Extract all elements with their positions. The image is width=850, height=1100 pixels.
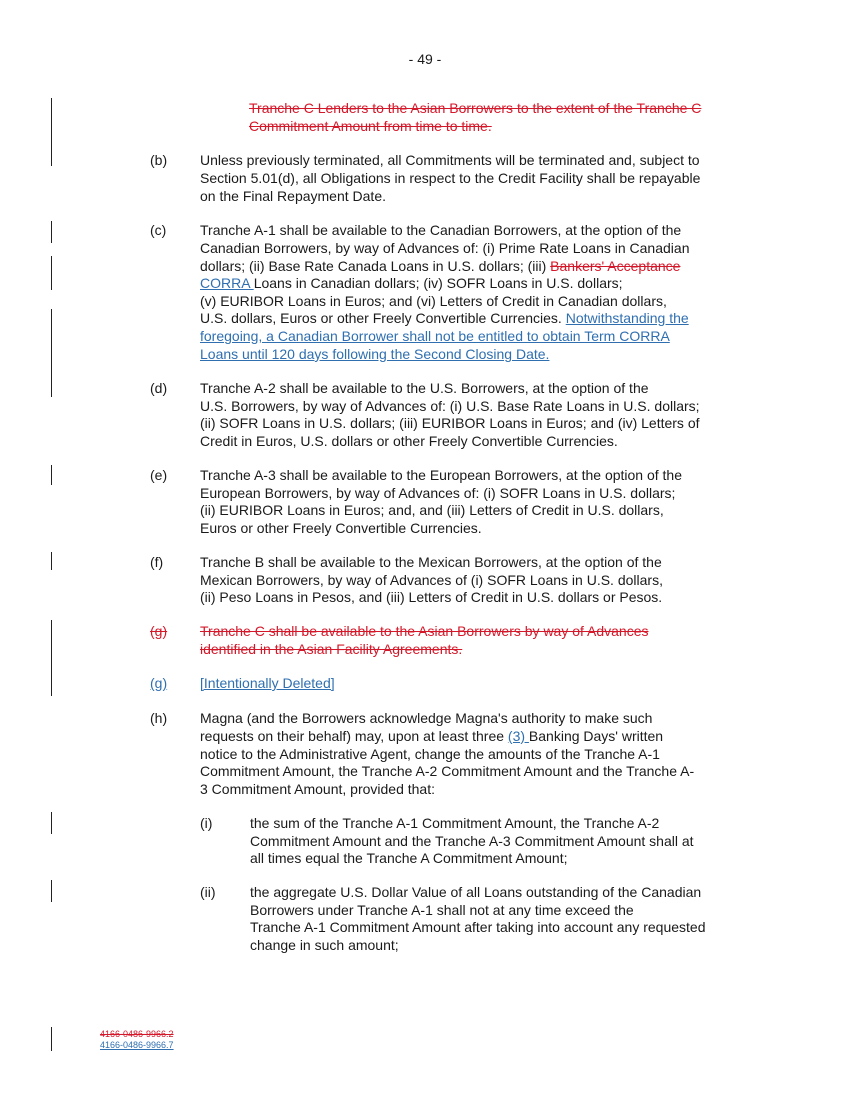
change-bar (51, 880, 52, 902)
paragraph-line: (v) EURIBOR Loans in Euros; and (vi) Letters of Credit in Canadian dollars, (200, 293, 667, 309)
paragraph-line (200, 727, 663, 745)
paragraph-line: Tranche A-2 shall be available to the U.S. Borrowers, at the option of the (200, 380, 649, 396)
paragraph-line: (ii) EURIBOR Loans in Euros; and, and (iii) Letters of Credit in U.S. dollars, (200, 502, 664, 518)
paragraph-line: European Borrowers, by way of Advances of: (i) SOFR Loans in U.S. dollars; (200, 485, 676, 501)
plain-text: Loans in Canadian dollars; (iv) SOFR Loans in U.S. dollars; (253, 275, 623, 291)
change-bar (51, 465, 52, 485)
paragraph-line: Commitment Amount and the Tranche A-3 Commitment Amount shall at (250, 833, 694, 849)
inserted-text: foregoing, a Canadian Borrower shall not be entitled to obtain Term CORRA (200, 328, 670, 344)
plain-text: requests on their behalf) may, upon at least three (200, 728, 508, 744)
paragraph-line: the sum of the Tranche A-1 Commitment Amount, the Tranche A-2 (250, 815, 660, 831)
paragraph-line: the aggregate U.S. Dollar Value of all Loans outstanding of the Canadian (250, 884, 702, 900)
plain-text: dollars; (ii) Base Rate Canada Loans in U.S. dollars; (iii) (200, 258, 551, 274)
change-bar (51, 98, 52, 166)
paragraph-line: Borrowers under Tranche A-1 shall not at any time exceed the (250, 902, 634, 918)
change-bar (51, 1027, 52, 1051)
paragraph-line: Unless previously terminated, all Commitments will be terminated and, subject to (200, 152, 700, 168)
paragraph-label: (c) (150, 222, 167, 238)
paragraph-label: (f) (150, 554, 164, 570)
paragraph-line: Commitment Amount, the Tranche A-2 Commitment Amount and the Tranche A- (200, 763, 695, 779)
paragraph-label: (h) (150, 710, 168, 726)
paragraph-line: Euros or other Freely Convertible Currencies. (200, 520, 482, 536)
paragraph-line: notice to the Administrative Agent, change the amounts of the Tranche A-1 (200, 746, 660, 762)
paragraph-line: Tranche B shall be available to the Mexican Borrowers, at the option of the (200, 554, 662, 570)
deleted-text: identified in the Asian Facility Agreements. (200, 641, 463, 657)
plain-text: U.S. dollars, Euros or other Freely Convertible Currencies. (200, 310, 566, 326)
paragraph-line: Tranche A-1 Commitment Amount after taking into account any requested (250, 919, 706, 935)
deleted-text: Bankers' Acceptance (550, 258, 681, 274)
paragraph-line: Tranche A-1 shall be available to the Canadian Borrowers, at the option of the (200, 222, 682, 238)
paragraph-label: (e) (150, 467, 168, 483)
paragraph-label: (ii) (200, 884, 216, 900)
paragraph-line: change in such amount; (250, 937, 399, 953)
change-bar (51, 552, 52, 570)
footer-doc-id-inserted: 4166-0486-9966.7 (100, 1040, 174, 1050)
paragraph-line: (ii) SOFR Loans in U.S. dollars; (iii) EURIBOR Loans in Euros; and (iv) Letters of (200, 415, 700, 431)
deleted-text: Tranche C Lenders to the Asian Borrowers to the extent of the Tranche C (249, 100, 702, 116)
paragraph-line: Section 5.01(d), all Obligations in respect to the Credit Facility shall be repayable (200, 170, 701, 186)
deleted-label: (g) (150, 623, 168, 639)
change-bar (51, 221, 52, 243)
paragraph-line: (ii) Peso Loans in Pesos, and (iii) Letters of Credit in U.S. dollars or Pesos. (200, 589, 663, 605)
deleted-text: Commitment Amount from time to time. (249, 118, 492, 134)
paragraph-line: Mexican Borrowers, by way of Advances of (i) SOFR Loans in U.S. dollars, (200, 572, 663, 588)
plain-text: Banking Days' written (528, 728, 664, 744)
paragraph-label: (d) (150, 380, 168, 396)
paragraph-line: on the Final Repayment Date. (200, 188, 386, 204)
inserted-text: (3) (507, 728, 529, 744)
footer-doc-id-deleted: 4166-0486-9966.2 (100, 1029, 174, 1039)
paragraph-line: U.S. Borrowers, by way of Advances of: (i) U.S. Base Rate Loans in U.S. dollars; (200, 398, 700, 414)
paragraph-line: all times equal the Tranche A Commitment Amount; (250, 850, 568, 866)
inserted-text: CORRA (200, 275, 254, 291)
paragraph-label: (b) (150, 152, 168, 168)
paragraph-label: (i) (200, 815, 213, 831)
page-number: - 49 - (408, 51, 442, 67)
inserted-text: Notwithstanding the (565, 310, 689, 326)
paragraph-line: Canadian Borrowers, by way of Advances of: (i) Prime Rate Loans in Canadian (200, 240, 690, 256)
paragraph-line: Magna (and the Borrowers acknowledge Magna's authority to make such (200, 710, 653, 726)
paragraph-line (200, 309, 689, 327)
deleted-text: Tranche C shall be available to the Asian Borrowers by way of Advances (200, 623, 649, 639)
change-bar (51, 812, 52, 834)
change-bar (51, 620, 52, 696)
paragraph-line: Tranche A-3 shall be available to the European Borrowers, at the option of the (200, 467, 683, 483)
inserted-text: Loans until 120 days following the Second Closing Date. (200, 346, 550, 362)
paragraph-line (200, 257, 680, 275)
paragraph-line: Credit in Euros, U.S. dollars or other Freely Convertible Currencies. (200, 433, 618, 449)
change-bar (51, 256, 52, 290)
change-bar (51, 309, 52, 397)
inserted-text: [Intentionally Deleted] (200, 675, 335, 691)
inserted-label: (g) (150, 675, 168, 691)
paragraph-line: 3 Commitment Amount, provided that: (200, 781, 435, 797)
paragraph-line (200, 274, 623, 292)
